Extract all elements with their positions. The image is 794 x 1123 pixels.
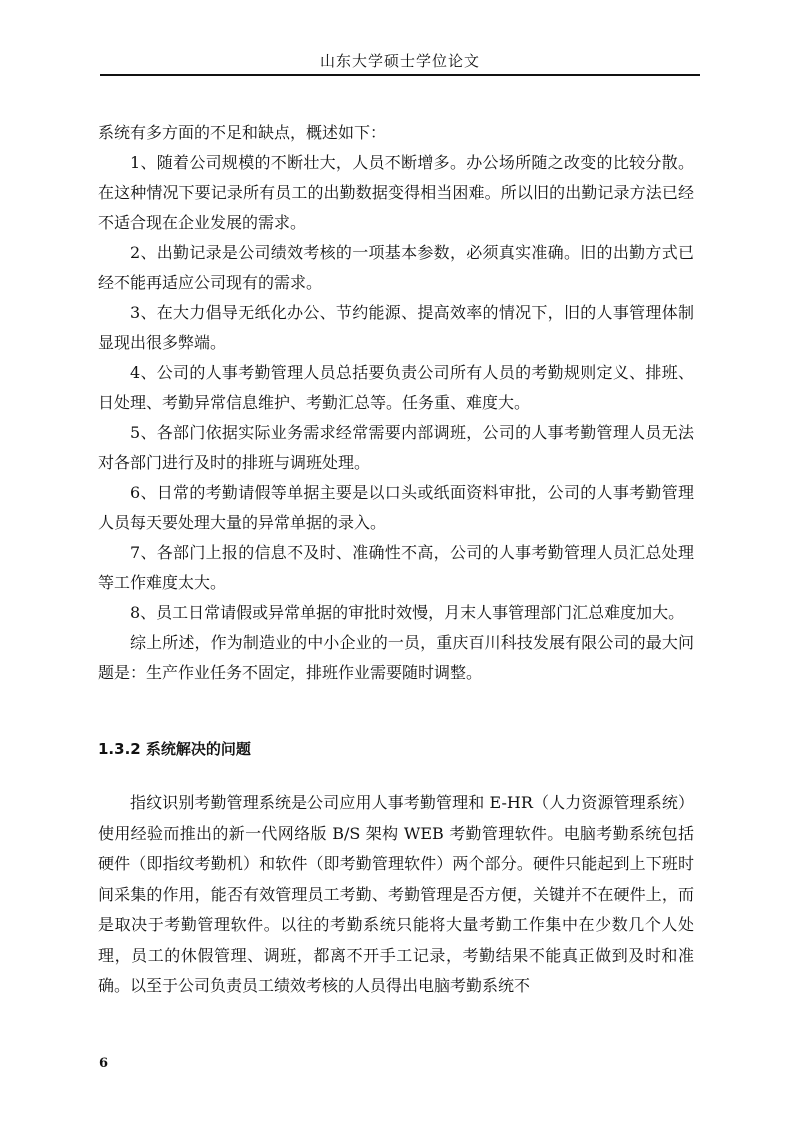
header-title: 山东大学硕士学位论文 <box>319 52 480 70</box>
point-paragraph: 7、各部门上报的信息不及时、准确性不高，公司的人事考勤管理人员汇总处理等工作难度太大。 <box>98 543 694 592</box>
summary-paragraph: 综上所述，作为制造业的中小企业的一员，重庆百川科技发展有限公司的最大问题是：生产作业任务不固定，排班作业需要随时调整。 <box>98 633 694 682</box>
header-rule <box>100 74 700 76</box>
point-paragraph: 2、出勤记录是公司绩效考核的一项基本参数，必须真实准确。旧的出勤方式已经不能再适应公司现有的需求。 <box>98 243 694 292</box>
section-paragraph: 指纹识别考勤管理系统是公司应用人事考勤管理和 E-HR（人力资源管理系统）使用经验而推出的新一代网络版 B/S 架构 WEB 考勤管理软件。电脑考勤系统包括硬件（即指纹考勤机）和软件（即考勤管理软件）两个部分。硬件只能起到上下班时间采集的作用，能否有效管理员工考勤、考勤管理是否方便，关键并不在硬件上，而是取决于考勤管理软件。以往的考勤系统只能将大量考勤工作集中在少数几个人处理，员工的休假管理、调班，都离不开手工记录，考勤结果不能真正做到及时和准确。以至于公司负责员工绩效考核的人员得出电脑考勤系统不 <box>98 793 694 995</box>
point-paragraph: 5、各部门依据实际业务需求经常需要内部调班，公司的人事考勤管理人员无法对各部门进行及时的排班与调班处理。 <box>98 423 694 472</box>
section-body <box>98 788 694 1002</box>
point-paragraph: 1、随着公司规模的不断壮大，人员不断增多。办公场所随之改变的比较分散。在这种情况下要记录所有员工的出勤数据变得相当困难。所以旧的出勤记录方法已经不适合现在企业发展的需求。 <box>98 153 694 232</box>
point-paragraph: 8、员工日常请假或异常单据的审批时效慢，月末人事管理部门汇总难度加大。 <box>130 603 685 622</box>
page-header <box>100 48 700 78</box>
point-paragraph: 6、日常的考勤请假等单据主要是以口头或纸面资料审批，公司的人事考勤管理人员每天要处理大量的异常单据的录入。 <box>98 483 694 532</box>
page-number: 6 <box>99 1056 109 1071</box>
intro-paragraph: 系统有多方面的不足和缺点，概述如下： <box>98 123 387 142</box>
point-paragraph: 3、在大力倡导无纸化办公、节约能源、提高效率的情况下，旧的人事管理体制显现出很多弊端。 <box>98 303 694 352</box>
section-heading: 1.3.2 系统解决的问题 <box>98 740 251 758</box>
body-text <box>98 118 694 688</box>
point-paragraph: 4、公司的人事考勤管理人员总括要负责公司所有人员的考勤规则定义、排班、日处理、考勤异常信息维护、考勤汇总等。任务重、难度大。 <box>98 363 694 412</box>
